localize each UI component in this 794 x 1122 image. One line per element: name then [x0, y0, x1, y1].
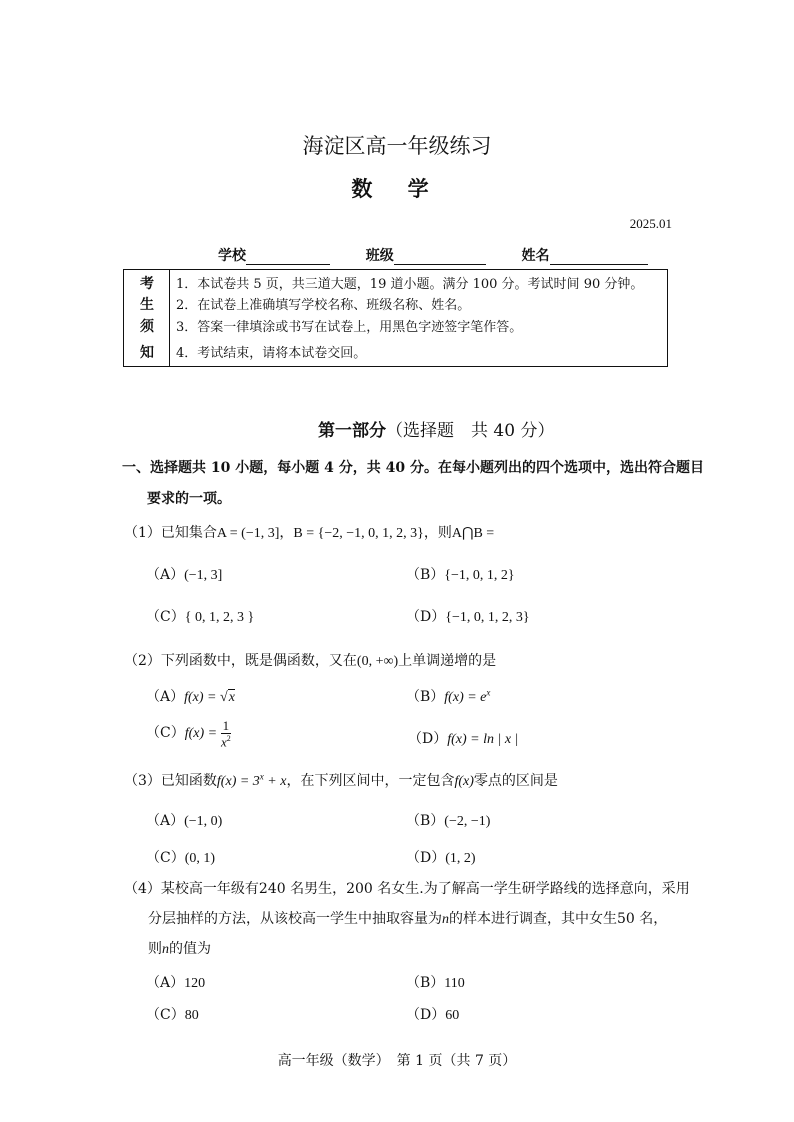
q1-option-a[interactable]	[146, 564, 222, 584]
option-text: {−1, 0, 1, 2}	[444, 568, 515, 583]
option-label: （C）	[146, 1007, 185, 1023]
notice-heading	[124, 270, 170, 366]
option-text: f(x) =	[184, 725, 221, 741]
option-label: （C）	[146, 609, 185, 625]
q1-option-c[interactable]	[146, 606, 254, 626]
q1-set-a: A = (−1, 3]	[216, 526, 280, 541]
q4-option-d[interactable]	[406, 1004, 459, 1024]
fraction-denominator: x	[220, 734, 227, 750]
name-label: 姓名	[521, 248, 550, 264]
q3-mid: ，在下列区间中，一定包含	[286, 773, 455, 789]
notice-item: 1．本试卷共 5 页，共三道大题，19 道小题。满分 100 分。考试时间 90 分钟。	[176, 277, 644, 292]
q4-line3-suffix: 的值为	[169, 941, 211, 957]
q2-interval: (0, +∞)	[356, 654, 399, 669]
option-label: （C）	[146, 850, 185, 866]
q3-func: f(x) = 3	[216, 774, 260, 789]
q2-suffix: 上单调递增的是	[398, 653, 497, 669]
question-3-stem	[124, 770, 558, 790]
option-label: （A）	[146, 567, 185, 583]
notice-box	[123, 269, 668, 367]
option-label: （A）	[146, 975, 185, 991]
q3-func-tail: + x	[263, 774, 287, 789]
q3-suffix: 零点的区间是	[473, 773, 558, 789]
q2-option-c[interactable]	[146, 719, 231, 748]
exponent: x	[486, 687, 491, 698]
option-label: （C）	[146, 724, 185, 741]
notice-head-char: 知	[140, 345, 154, 361]
q1-sep: ，	[279, 525, 294, 541]
q1-prefix: （1）已知集合	[124, 525, 217, 541]
part-title	[318, 416, 554, 441]
q1-intersection: A⋂B =	[451, 526, 495, 541]
notice-head-char: 须	[140, 319, 154, 335]
option-label: （D）	[406, 609, 446, 625]
option-label: （A）	[146, 689, 185, 705]
option-text: (−1, 3]	[184, 568, 223, 583]
option-label: （B）	[406, 689, 445, 705]
q3-option-b[interactable]	[406, 810, 490, 830]
q2-prefix: （2）下列函数中，既是偶函数，又在	[124, 653, 357, 669]
name-blank[interactable]	[550, 248, 648, 265]
school-blank[interactable]	[246, 248, 330, 265]
q2-option-a[interactable]: （A）f(x) = √x	[146, 689, 235, 705]
option-text: (1, 2)	[445, 851, 476, 866]
student-info-row	[218, 245, 648, 265]
q1-option-d[interactable]	[406, 606, 530, 626]
exam-date: 2025.01	[629, 216, 672, 231]
q4-line3-prefix: 则	[148, 941, 162, 957]
notice-head-char: 考	[140, 276, 154, 292]
option-label: （D）	[406, 1007, 446, 1023]
class-label: 班级	[365, 248, 394, 264]
question-4-line2	[148, 908, 667, 928]
notice-item: 4．考试结束，请将本试卷交回。	[176, 346, 367, 361]
option-text: (−2, −1)	[444, 814, 491, 829]
q2-option-b[interactable]	[406, 686, 490, 706]
q4-option-b[interactable]	[406, 972, 465, 992]
option-text: 60	[445, 1008, 460, 1023]
option-label: （B）	[406, 813, 445, 829]
option-text: { 0, 1, 2, 3 }	[184, 610, 255, 625]
section-instruction: 一、选择题共 10 小题，每小题 4 分，共 40 分。在每小题列出的四个选项中，选出符合题目	[122, 460, 704, 476]
notice-item: 3．答案一律填涂或书写在试卷上，用黑色字迹签字笔作答。	[176, 320, 523, 335]
option-label: （B）	[406, 567, 445, 583]
notice-item: 2．在试卷上准确填写学校名称、班级名称、姓名。	[176, 298, 471, 313]
q4-option-a[interactable]	[146, 972, 205, 992]
option-text: {−1, 0, 1, 2, 3}	[445, 610, 530, 625]
q3-option-d[interactable]	[406, 847, 476, 867]
option-text: f(x) = ln | x |	[447, 732, 519, 747]
q4-n: n	[442, 912, 449, 927]
option-label: （B）	[406, 975, 445, 991]
question-1-stem	[124, 522, 494, 542]
school-label: 学校	[218, 248, 246, 264]
q1-set-b: B = {−2, −1, 0, 1, 2, 3}	[293, 526, 424, 541]
option-text: f(x) =	[184, 690, 220, 705]
question-2-stem	[124, 650, 496, 670]
q2-option-d[interactable]	[408, 728, 518, 748]
exam-title: 海淀区高一年级练习	[302, 134, 492, 158]
subject-title: 数 学	[351, 176, 443, 201]
page-footer: 高一年级（数学） 第 1 页（共 7 页）	[277, 1053, 517, 1069]
q3-option-c[interactable]	[146, 847, 215, 867]
notice-head-char: 生	[140, 297, 154, 313]
q4-line2-prefix: 分层抽样的方法，从该校高一学生中抽取容量为	[148, 911, 442, 927]
sqrt-arg: x	[228, 690, 235, 705]
option-text: f(x) = e	[444, 690, 487, 705]
fraction	[221, 719, 232, 748]
part-title-paren: （选择题 共 40 分）	[386, 421, 555, 441]
q1-mid: ，则	[423, 525, 452, 541]
q3-fx: f(x)	[454, 774, 474, 789]
q3-prefix: （3）已知函数	[124, 773, 217, 789]
q3-option-a[interactable]	[146, 810, 222, 830]
q4-line2-suffix: 的样本进行调查，其中女生50 名，	[449, 911, 668, 927]
option-text: 80	[184, 1008, 199, 1023]
option-text: (0, 1)	[184, 851, 216, 866]
option-label: （A）	[146, 813, 185, 829]
class-blank[interactable]	[394, 248, 486, 265]
option-label: （D）	[406, 850, 446, 866]
option-text: 120	[184, 976, 206, 991]
q4-n: n	[162, 942, 169, 957]
question-4-line3	[148, 938, 211, 958]
q4-option-c[interactable]	[146, 1004, 199, 1024]
q1-option-b[interactable]	[406, 564, 515, 584]
section-instruction-cont: 要求的一项。	[147, 491, 231, 507]
exponent: 2	[226, 734, 231, 743]
option-label: （D）	[408, 731, 448, 747]
option-text: (−1, 0)	[184, 814, 223, 829]
option-text: 110	[444, 976, 465, 991]
part-title-main: 第一部分	[318, 421, 386, 441]
question-4-line1: （4）某校高一年级有240 名男生，200 名女生.为了解高一学生研学路线的选择意向，采用	[124, 881, 690, 897]
exponent: x	[259, 771, 264, 782]
fraction-numerator: 1	[222, 718, 230, 733]
